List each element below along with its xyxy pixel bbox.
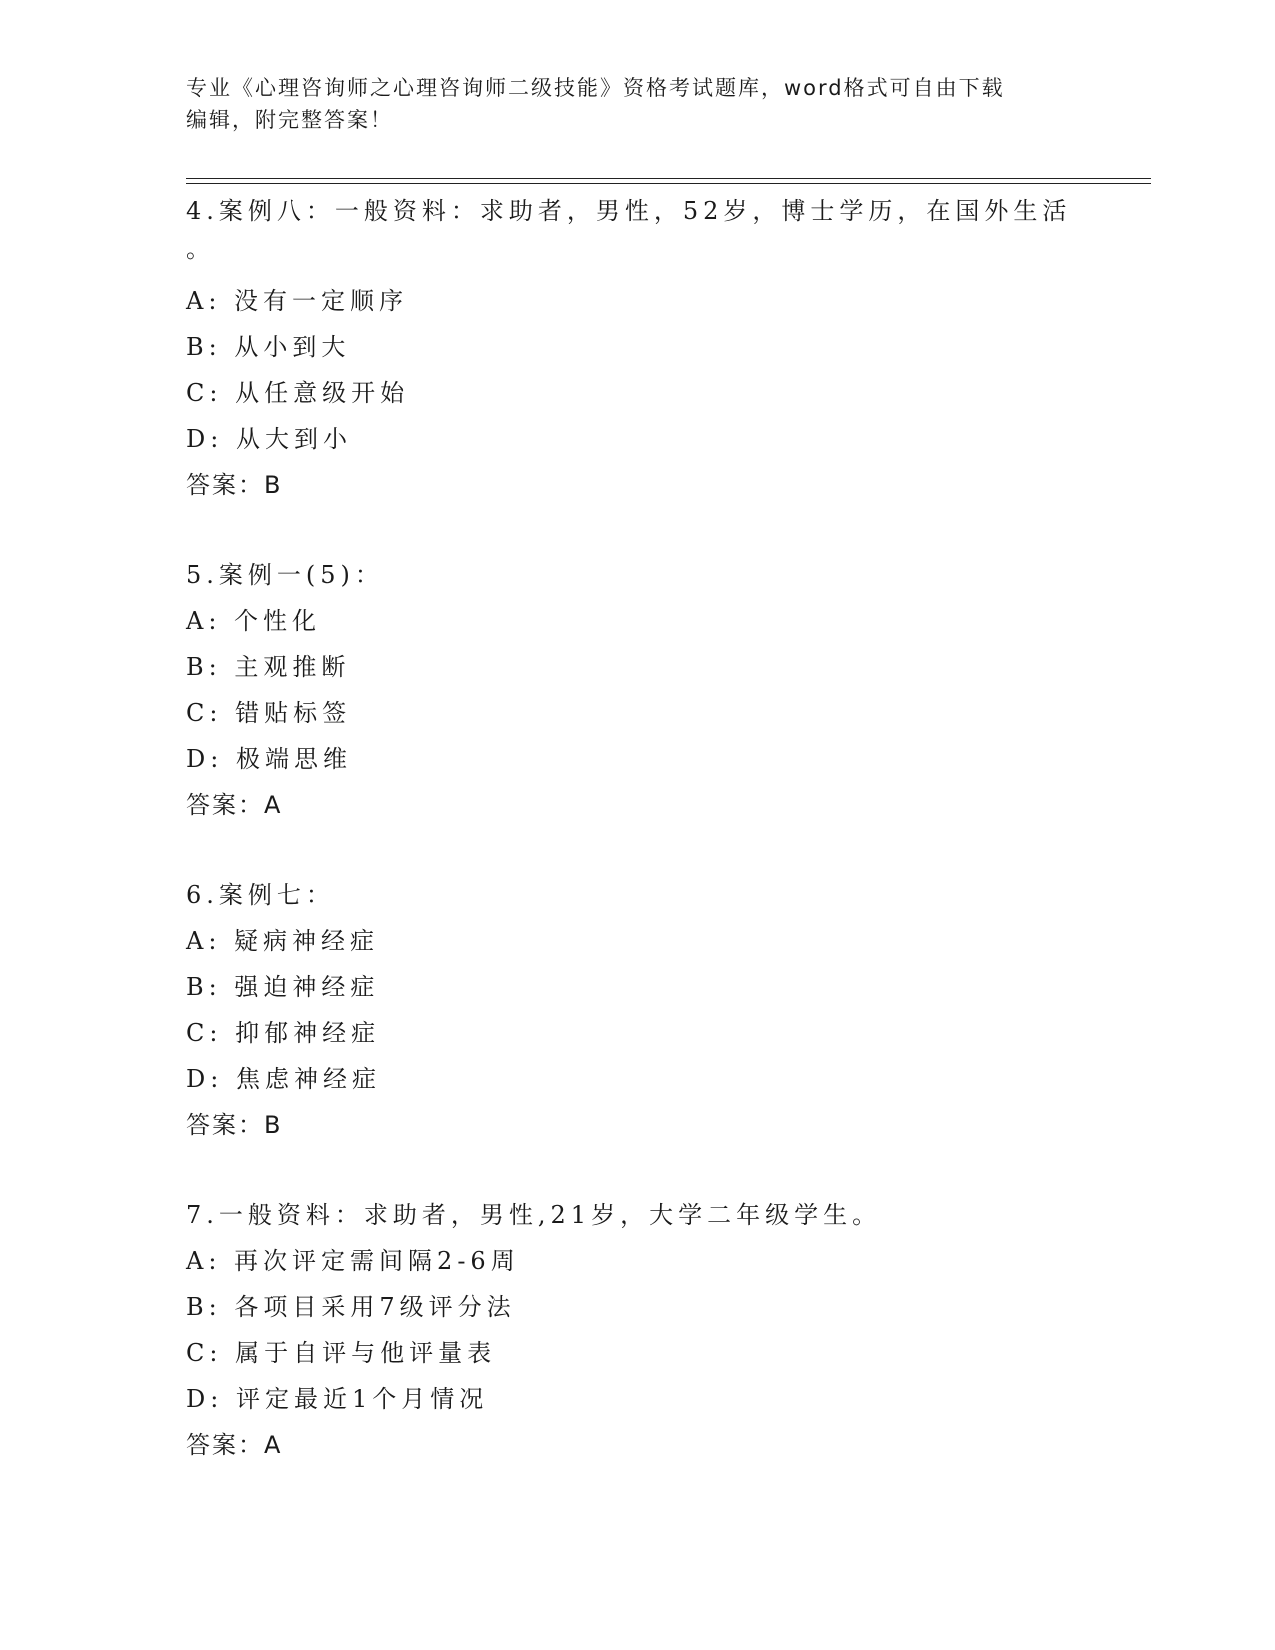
option-c: C: 从任意级开始 — [186, 379, 410, 407]
option-b: B: 从小到大 — [186, 333, 351, 361]
answer-label: 答案：A — [186, 1431, 283, 1459]
answer-label: 答案：A — [186, 791, 283, 819]
option-d: D: 从大到小 — [186, 425, 352, 453]
option-d: D: 极端思维 — [186, 745, 352, 773]
header-line-2: 编辑，附完整答案！ — [186, 108, 393, 132]
question-stem-continuation: 。 — [186, 235, 215, 263]
question-7 — [186, 1192, 1126, 1468]
question-4 — [186, 188, 1126, 508]
option-a: A: 个性化 — [186, 607, 322, 635]
option-d: D: 焦虑神经症 — [186, 1065, 381, 1093]
option-c: C: 属于自评与他评量表 — [186, 1339, 497, 1367]
question-5 — [186, 552, 1126, 828]
option-d: D: 评定最近1个月情况 — [186, 1385, 489, 1413]
option-b: B: 各项目采用7级评分法 — [186, 1293, 516, 1321]
question-stem: 5.案例一(5)： — [186, 561, 384, 589]
question-stem: 4.案例八：一般资料：求助者，男性，52岁，博士学历，在国外生活 — [186, 197, 1072, 225]
question-stem: 6.案例七： — [186, 881, 335, 909]
option-c: C: 抑郁神经症 — [186, 1019, 381, 1047]
question-stem: 7.一般资料：求助者，男性,21岁，大学二年级学生。 — [186, 1201, 882, 1229]
header-divider-top — [186, 178, 1151, 179]
header-line-1: 专业《心理咨询师之心理咨询师二级技能》资格考试题库，word格式可自由下载 — [186, 76, 1005, 100]
option-a: A: 疑病神经症 — [186, 927, 380, 955]
option-b: B: 强迫神经症 — [186, 973, 380, 1001]
question-6 — [186, 872, 1126, 1148]
option-a: A: 再次评定需间隔2-6周 — [186, 1247, 520, 1275]
option-c: C: 错贴标签 — [186, 699, 352, 727]
header-divider-bottom — [186, 183, 1151, 184]
option-a: A: 没有一定顺序 — [186, 287, 409, 315]
document-header — [186, 72, 1086, 136]
answer-label: 答案：B — [186, 471, 283, 499]
option-b: B: 主观推断 — [186, 653, 351, 681]
answer-label: 答案：B — [186, 1111, 283, 1139]
